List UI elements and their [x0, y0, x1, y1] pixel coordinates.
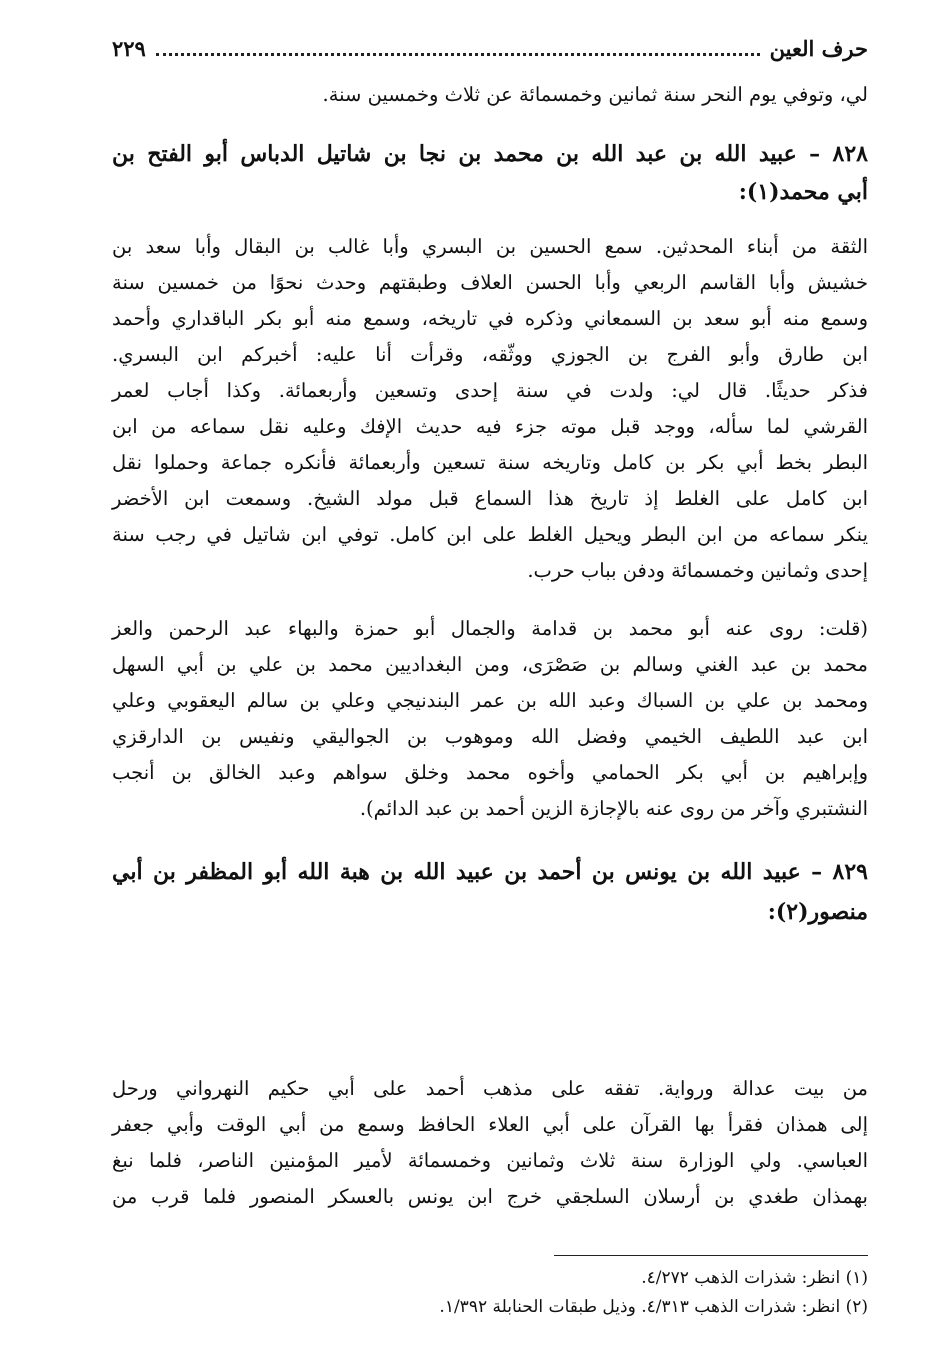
- entry-828-body-line: الثقة من أبناء المحدثين. سمع الحسين بن البسري وأبا غالب بن البقال وأبا سعد بن: [112, 235, 868, 258]
- entry-828-note-line: محمد بن عبد الغني وسالم بن صَصْرَى، ومن البغداديين محمد بن علي بن أبي السهل: [112, 653, 868, 676]
- footnote-separator: [554, 1255, 868, 1256]
- entry-829-body-line: العباسي. ولي الوزارة سنة ثلاث وثمانين وخمسمائة لأمير المؤمنين الناصر، فلما نبغ: [112, 1149, 868, 1172]
- entry-829-body-line: بهمذان طغدي بن أرسلان السلجقي خرج ابن يونس بالعسكر المنصور فلما قرب من: [112, 1185, 868, 1208]
- entry-828-body-line: ابن طارق وأبو الفرج بن الجوزي ووثّقه، وقرأت أنا عليه: أخبركم ابن البسري.: [112, 343, 868, 366]
- footnote-2: (٢) انظر: شذرات الذهب ٤/٣١٣. وذيل طبقات الحنابلة ١/٣٩٢.: [439, 1297, 868, 1317]
- entry-828-note-line: وإبراهيم بن أبي بكر الحمامي وأخوه محمد وخلق سواهم وعبد الخالق بن أنجب: [112, 761, 868, 784]
- entry-828-body-line: خشيش وأبا القاسم الربعي وأبا الحسن العلاف وطبقتهم وحدث نحوًا من خمسين سنة: [112, 271, 868, 294]
- entry-828-note-line: ابن عبد اللطيف الخيمي وفضل الله وموهوب بن الجواليقي ونفيس بن الدارقزي: [112, 725, 868, 748]
- entry-828-body-line: ابن كامل على الغلط إذ تاريخ هذا السماع قبل مولد الشيخ. وسمعت ابن الأخضر: [112, 487, 868, 510]
- section-title: حرف العين: [769, 35, 868, 61]
- entry-829-heading-end: منصور(٢):: [767, 899, 868, 925]
- continuation-line: لي، وتوفي يوم النحر سنة ثمانين وخمسمائة عن ثلاث وخمسين سنة.: [322, 83, 868, 106]
- entry-828-heading: ٨٢٨ – عبيد الله بن عبد الله بن محمد بن نجا بن شاتيل الدباس أبو الفتح بن: [112, 141, 868, 167]
- entry-828-body-line: إحدى وثمانين وخمسمائة ودفن بباب حرب.: [527, 559, 868, 582]
- entry-829-body-line: من بيت عدالة ورواية. تفقه على مذهب أحمد على أبي حكيم النهرواني ورحل: [112, 1077, 868, 1100]
- entry-828-heading-end: أبي محمد(١):: [738, 179, 868, 205]
- entry-828-body-line: ينكر سماعه من ابن البطر ويحيل الغلط على ابن كامل. توفي ابن شاتيل في رجب سنة: [112, 523, 868, 546]
- header-dot-leader: [156, 41, 760, 56]
- entry-828-note-line: (قلت: روى عنه أبو محمد بن قدامة والجمال أبو حمزة والبهاء عبد الرحمن والعز: [112, 617, 868, 640]
- entry-828-note-line: النشتبري وآخر من روى عنه بالإجازة الزين أحمد بن عبد الدائم).: [359, 797, 868, 820]
- entry-828-body-line: البطر بخط أبي بكر بن كامل وتاريخه سنة تسعين وأربعمائة فأنكره جماعة وحملوا نقل: [112, 451, 868, 474]
- entry-828-body-line: فذكر حديثًا. قال لي: ولدت في سنة إحدى وتسعين وأربعمائة. وكذا أجاب لعمر: [112, 379, 868, 402]
- page-number: ٢٢٩: [112, 35, 146, 61]
- running-header: [112, 30, 868, 66]
- footnote-1: (١) انظر: شذرات الذهب ٤/٢٧٢.: [641, 1268, 868, 1288]
- entry-829-body-line: إلى همذان فقرأ بها القرآن على أبي العلاء الحافظ وسمع من أبي الوقت وأبي جعفر: [112, 1113, 868, 1136]
- entry-828-note-line: ومحمد بن علي بن السباك وعبد الله بن عمر البندنيجي وعلي بن سالم اليعقوبي وعلي: [112, 689, 868, 712]
- entry-828-body-line: وسمع منه أبو سعد بن السمعاني وذكره في تاريخه، وسمع منه أبو بكر الباقداري وأحمد: [112, 307, 869, 330]
- entry-829-heading: ٨٢٩ – عبيد الله بن يونس بن أحمد بن عبيد الله بن هبة الله أبو المظفر بن أبي: [112, 859, 868, 885]
- entry-828-body-line: القرشي لما سأله، ووجد قبل موته جزء فيه حديث الإفك وعليه نقل سماعه من ابن: [112, 415, 868, 438]
